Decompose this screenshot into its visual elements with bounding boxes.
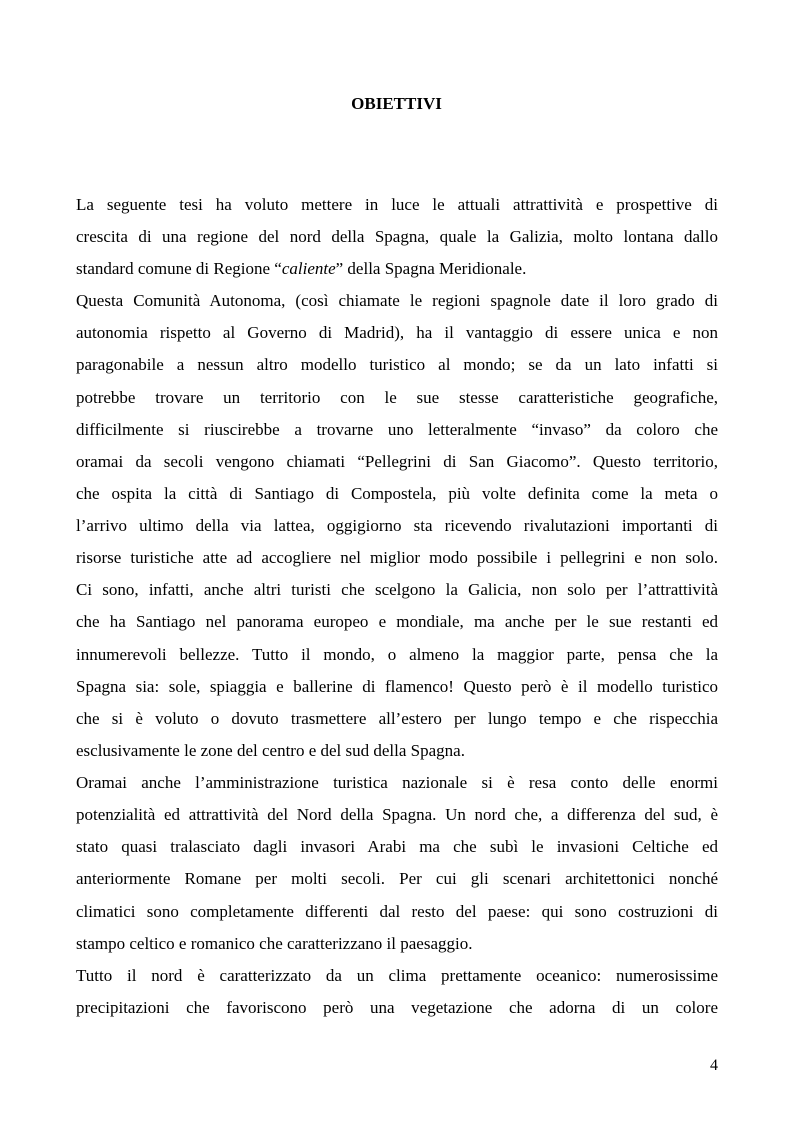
text-line: paragonabile a nessun altro modello turistico al mondo; se da un lato infatti si — [76, 355, 718, 374]
text-line: innumerevoli bellezze. Tutto il mondo, o almeno la maggior parte, pensa che la — [76, 645, 718, 664]
text-line: precipitazioni che favoriscono però una vegetazione che adorna di un colore — [76, 998, 718, 1017]
text-line: climatici sono completamente differenti dal resto del paese: qui sono costruzioni di — [76, 902, 718, 921]
text-line: esclusivamente le zone del centro e del sud della Spagna. — [76, 741, 465, 760]
text-line: stato quasi tralasciato dagli invasori Arabi ma che subì le invasioni Celtiche ed — [76, 837, 718, 856]
text-run: ” della Spagna Meridionale. — [335, 259, 527, 278]
text-line: che si è voluto o dovuto trasmettere all’estero per lungo tempo e che rispecchia — [76, 709, 718, 728]
text-line: crescita di una regione del nord della Spagna, quale la Galizia, molto lontana dallo — [76, 227, 718, 246]
text-run: standard comune di Regione “ — [76, 259, 282, 278]
text-line: potenzialità ed attrattività del Nord della Spagna. Un nord che, a differenza del sud, è — [76, 805, 718, 824]
text-line: Ci sono, infatti, anche altri turisti che scelgono la Galicia, non solo per l’attrattività — [76, 580, 718, 599]
text-line: anteriormente Romane per molti secoli. Per cui gli scenari architettonici nonché — [76, 869, 718, 888]
text-line: difficilmente si riuscirebbe a trovarne uno letteralmente “invaso” da coloro che — [76, 420, 718, 439]
text-line: risorse turistiche atte ad accogliere nel miglior modo possibile i pellegrini e non solo. — [76, 548, 718, 567]
text-line: Spagna sia: sole, spiaggia e ballerine di flamenco! Questo però è il modello turistico — [76, 677, 718, 696]
text-line: Questa Comunità Autonoma, (così chiamate le regioni spagnole date il loro grado di — [76, 291, 718, 310]
text-line: che ha Santiago nel panorama europeo e mondiale, ma anche per le sue restanti ed — [76, 612, 718, 631]
text-line: La seguente tesi ha voluto mettere in luce le attuali attrattività e prospettive di — [76, 195, 718, 214]
text-line: che ospita la città di Santiago di Compostela, più volte definita come la meta o — [76, 484, 718, 503]
italic-term: caliente — [281, 259, 336, 278]
text-line: potrebbe trovare un territorio con le sue stesse caratteristiche geografiche, — [76, 388, 718, 407]
text-line — [76, 257, 718, 281]
text-line: stampo celtico e romanico che caratterizzano il paesaggio. — [76, 934, 473, 953]
text-line: autonomia rispetto al Governo di Madrid), ha il vantaggio di essere unica e non — [76, 323, 718, 342]
text-line: Oramai anche l’amministrazione turistica nazionale si è resa conto delle enormi — [76, 773, 718, 792]
text-line: Tutto il nord è caratterizzato da un clima prettamente oceanico: numerosissime — [76, 966, 718, 985]
text-line: l’arrivo ultimo della via lattea, oggigiorno sta ricevendo rivalutazioni importanti di — [76, 516, 718, 535]
text-line: oramai da secoli vengono chiamati “Pellegrini di San Giacomo”. Questo territorio, — [76, 452, 718, 471]
page-number: 4 — [710, 1057, 718, 1074]
page-title: OBIETTIVI — [351, 94, 442, 113]
